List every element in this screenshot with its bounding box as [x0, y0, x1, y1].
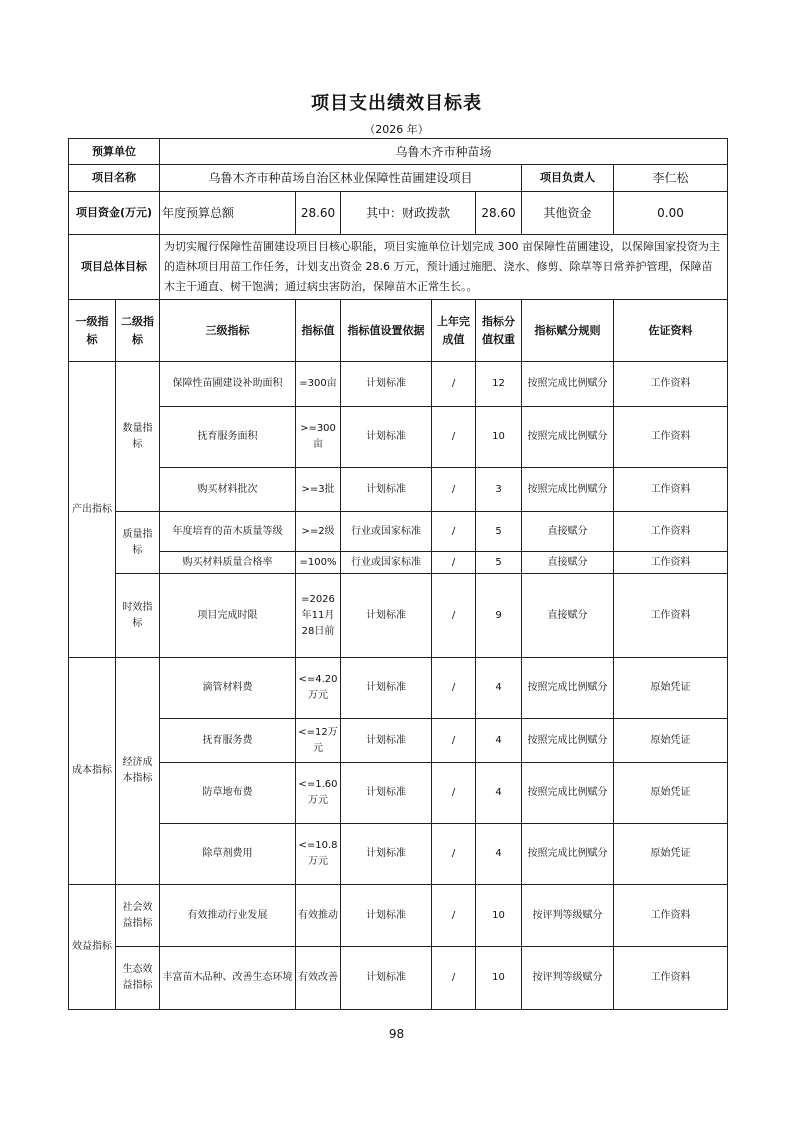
budget-unit-label: 预算单位: [69, 139, 160, 165]
other-funds-value: 0.00: [614, 192, 728, 235]
indicator-name: 保障性苗圃建设补助面积: [160, 362, 296, 407]
indicator-basis: 计划标准: [341, 362, 432, 407]
indicator-evidence: 工作资料: [614, 574, 728, 658]
performance-table: [68, 138, 728, 1010]
header-rule: 指标赋分规则: [522, 300, 614, 362]
indicator-last-year: /: [432, 947, 476, 1010]
indicator-evidence: 工作资料: [614, 552, 728, 574]
indicator-value: <=12万元: [296, 719, 341, 763]
table-row: [69, 719, 728, 763]
annual-total-label: 年度预算总额: [160, 192, 296, 235]
indicator-value: =100%: [296, 552, 341, 574]
indicator-last-year: /: [432, 512, 476, 552]
indicator-basis: 计划标准: [341, 574, 432, 658]
indicator-weight: 3: [476, 468, 522, 512]
group-timeliness: 时效指标: [116, 574, 160, 658]
indicator-rule: 按照完成比例赋分: [522, 468, 614, 512]
indicator-basis: 行业或国家标准: [341, 552, 432, 574]
indicator-weight: 9: [476, 574, 522, 658]
indicator-last-year: /: [432, 824, 476, 885]
year-label: （2026 年）: [364, 123, 429, 136]
indicator-evidence: 工作资料: [614, 407, 728, 468]
header-level2: 二级指标: [116, 300, 160, 362]
indicator-value: <=10.8万元: [296, 824, 341, 885]
header-last-year: 上年完成值: [432, 300, 476, 362]
indicator-evidence: 原始凭证: [614, 719, 728, 763]
group-quality: 质量指标: [116, 512, 160, 574]
indicator-name: 购买材料质量合格率: [160, 552, 296, 574]
page-title: 项目支出绩效目标表: [311, 93, 482, 114]
indicator-name: 抚育服务费: [160, 719, 296, 763]
indicator-weight: 5: [476, 552, 522, 574]
indicator-evidence: 原始凭证: [614, 824, 728, 885]
indicator-last-year: /: [432, 574, 476, 658]
indicator-basis: 计划标准: [341, 885, 432, 947]
indicator-weight: 5: [476, 512, 522, 552]
indicator-basis: 计划标准: [341, 947, 432, 1010]
header-evidence: 佐证资料: [614, 300, 728, 362]
indicator-weight: 4: [476, 763, 522, 824]
annual-total-value: 28.60: [296, 192, 341, 235]
indicator-rule: 按照完成比例赋分: [522, 407, 614, 468]
indicator-value: 有效改善: [296, 947, 341, 1010]
indicator-value: <=1.60万元: [296, 763, 341, 824]
indicator-evidence: 工作资料: [614, 362, 728, 407]
header-weight: 指标分值权重: [476, 300, 522, 362]
group-benefit: 效益指标: [69, 885, 116, 1010]
indicator-rule: 按照完成比例赋分: [522, 362, 614, 407]
indicator-value: 有效推动: [296, 885, 341, 947]
indicator-last-year: /: [432, 763, 476, 824]
indicator-name: 防草地布费: [160, 763, 296, 824]
indicator-value: <=4.20万元: [296, 658, 341, 719]
indicator-rule: 按评判等级赋分: [522, 885, 614, 947]
indicator-evidence: 工作资料: [614, 885, 728, 947]
indicator-rule: 按照完成比例赋分: [522, 658, 614, 719]
indicator-weight: 10: [476, 947, 522, 1010]
table-row: [69, 512, 728, 552]
indicator-weight: 10: [476, 885, 522, 947]
indicator-basis: 计划标准: [341, 719, 432, 763]
other-funds-label: 其他资金: [522, 192, 614, 235]
indicator-name: 购买材料批次: [160, 468, 296, 512]
indicator-name: 滴管材料费: [160, 658, 296, 719]
table-row: [69, 552, 728, 574]
indicator-last-year: /: [432, 407, 476, 468]
goal-label: 项目总体目标: [69, 235, 160, 300]
indicator-weight: 10: [476, 407, 522, 468]
indicator-value: >=2级: [296, 512, 341, 552]
header-row: [69, 300, 728, 362]
table-row: [69, 658, 728, 719]
indicator-weight: 4: [476, 658, 522, 719]
indicator-evidence: 工作资料: [614, 512, 728, 552]
indicator-name: 有效推动行业发展: [160, 885, 296, 947]
indicator-name: 年度培育的苗木质量等级: [160, 512, 296, 552]
indicator-last-year: /: [432, 719, 476, 763]
header-level3: 三级指标: [160, 300, 296, 362]
fiscal-value: 28.60: [476, 192, 522, 235]
indicator-name: 除草剂费用: [160, 824, 296, 885]
group-eco: 生态效益指标: [116, 947, 160, 1010]
table-row: [69, 468, 728, 512]
group-output: 产出指标: [69, 362, 116, 658]
table-row: [69, 763, 728, 824]
indicator-evidence: 工作资料: [614, 947, 728, 1010]
goal-text: 为切实履行保障性苗圃建设项目目核心职能，项目实施单位计划完成 300 亩保障性苗圃建设，以保障国家投资为主的造林项目用苗工作任务，计划支出资金 28.6 万元，预计通过施肥、浇水、修剪、除草等日常养护管理，保障苗木主干通直、树干饱满；通过病虫害防治，保障苗木正常生长。。: [160, 235, 728, 300]
indicator-rule: 按照完成比例赋分: [522, 763, 614, 824]
header-level1: 一级指标: [69, 300, 116, 362]
group-cost: 成本指标: [69, 658, 116, 885]
indicator-name: 项目完成时限: [160, 574, 296, 658]
indicator-weight: 12: [476, 362, 522, 407]
project-name-label: 项目名称: [69, 165, 160, 192]
indicator-value: =300亩: [296, 362, 341, 407]
table-row: [69, 885, 728, 947]
indicator-weight: 4: [476, 719, 522, 763]
indicator-name: 丰富苗木品种、改善生态环境: [160, 947, 296, 1010]
indicator-rule: 直接赋分: [522, 552, 614, 574]
table-row: [69, 947, 728, 1010]
indicator-value: =2026年11月28日前: [296, 574, 341, 658]
header-basis: 指标值设置依据: [341, 300, 432, 362]
funds-label: 项目资金(万元): [69, 192, 160, 235]
table-row: [69, 362, 728, 407]
project-name-value: 乌鲁木齐市种苗场自治区林业保障性苗圃建设项目: [160, 165, 522, 192]
indicator-basis: 计划标准: [341, 763, 432, 824]
budget-unit-row: [69, 139, 728, 165]
indicator-last-year: /: [432, 468, 476, 512]
funds-row: [69, 192, 728, 235]
indicator-rule: 按照完成比例赋分: [522, 824, 614, 885]
indicator-evidence: 原始凭证: [614, 763, 728, 824]
indicator-basis: 行业或国家标准: [341, 512, 432, 552]
indicator-basis: 计划标准: [341, 824, 432, 885]
leader-label: 项目负责人: [522, 165, 614, 192]
indicator-last-year: /: [432, 552, 476, 574]
indicator-rule: 直接赋分: [522, 574, 614, 658]
indicator-basis: 计划标准: [341, 468, 432, 512]
indicator-rule: 按评判等级赋分: [522, 947, 614, 1010]
indicator-last-year: /: [432, 362, 476, 407]
table-row: [69, 574, 728, 658]
table-row: [69, 407, 728, 468]
group-social: 社会效益指标: [116, 885, 160, 947]
indicator-weight: 4: [476, 824, 522, 885]
header-value: 指标值: [296, 300, 341, 362]
indicator-value: >=300亩: [296, 407, 341, 468]
indicator-basis: 计划标准: [341, 407, 432, 468]
indicator-basis: 计划标准: [341, 658, 432, 719]
indicator-last-year: /: [432, 658, 476, 719]
group-economic: 经济成本指标: [116, 658, 160, 885]
table-row: [69, 824, 728, 885]
group-quantity: 数量指标: [116, 362, 160, 512]
budget-unit-value: 乌鲁木齐市种苗场: [160, 139, 728, 165]
indicator-name: 抚育服务面积: [160, 407, 296, 468]
project-name-row: [69, 165, 728, 192]
page-number: 98: [388, 1027, 405, 1041]
indicator-rule: 直接赋分: [522, 512, 614, 552]
indicator-value: >=3批: [296, 468, 341, 512]
indicator-evidence: 原始凭证: [614, 658, 728, 719]
indicator-last-year: /: [432, 885, 476, 947]
fiscal-label: 其中：财政拨款: [341, 192, 476, 235]
indicator-evidence: 工作资料: [614, 468, 728, 512]
indicator-rule: 按照完成比例赋分: [522, 719, 614, 763]
leader-value: 李仁松: [614, 165, 728, 192]
goal-row: [69, 235, 728, 300]
